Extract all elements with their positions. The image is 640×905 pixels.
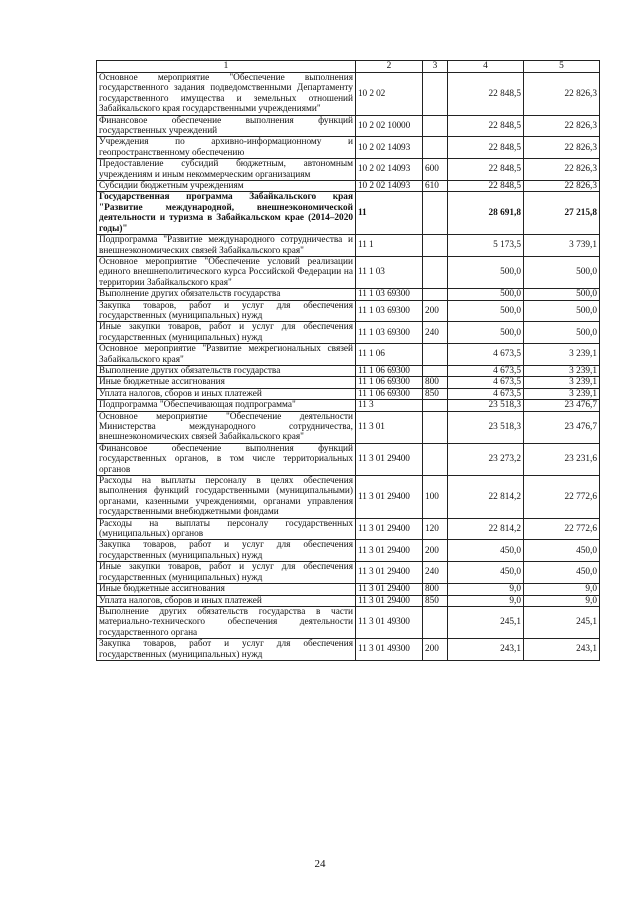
row-name-cell: Иные закупки товаров, работ и услуг для обеспечения государственных (муниципальных) нужд: [97, 322, 356, 344]
row-name-cell: Финансовое обеспечение выполнения функций государственных учреждений: [97, 115, 356, 137]
row-name-cell: Иные бюджетные ассигнования: [97, 584, 356, 595]
row-amount-2-cell: 22 826,3: [524, 73, 600, 116]
row-name-cell: Расходы на выплаты персоналу государственных (муниципальных) органов: [97, 518, 356, 540]
row-name-cell: Подпрограмма "Обеспечивающая подпрограмма": [97, 400, 356, 411]
row-name-cell: Закупка товаров, работ и услуг для обеспечения государственных (муниципальных) нужд: [97, 540, 356, 562]
row-amount-1-cell: 22 848,5: [448, 137, 524, 159]
row-amount-2-cell: 3 239,1: [524, 365, 600, 376]
row-amount-1-cell: 4 673,5: [448, 388, 524, 399]
table-row: [97, 192, 600, 235]
table-row: [97, 137, 600, 159]
row-amount-1-cell: 22 814,2: [448, 518, 524, 540]
page-number: 24: [314, 858, 326, 870]
row-name-cell: Учреждения по архивно-информационному и геопространственному обеспечению: [97, 137, 356, 159]
row-amount-2-cell: 22 826,3: [524, 137, 600, 159]
row-amount-1-cell: 500,0: [448, 256, 524, 288]
table-row: [97, 365, 600, 376]
row-amount-1-cell: 245,1: [448, 606, 524, 638]
row-amount-1-cell: 23 518,3: [448, 411, 524, 443]
row-name-cell: Выполнение других обязательств государства: [97, 289, 356, 300]
row-amount-1-cell: 23 273,2: [448, 443, 524, 475]
row-code-cell: 11 3: [356, 400, 423, 411]
table-row: [97, 289, 600, 300]
row-amount-2-cell: 450,0: [524, 540, 600, 562]
row-amount-2-cell: 500,0: [524, 289, 600, 300]
row-amount-1-cell: 23 518,3: [448, 400, 524, 411]
row-amount-2-cell: 27 215,8: [524, 192, 600, 235]
row-amount-2-cell: 23 476,7: [524, 400, 600, 411]
row-amount-2-cell: 243,1: [524, 639, 600, 661]
row-expense-type-cell: [423, 137, 448, 159]
row-expense-type-cell: [423, 400, 448, 411]
row-amount-2-cell: 500,0: [524, 322, 600, 344]
row-name-cell: Иные бюджетные ассигнования: [97, 377, 356, 388]
row-amount-1-cell: 22 848,5: [448, 159, 524, 181]
row-amount-1-cell: 450,0: [448, 540, 524, 562]
row-code-cell: 10 2 02: [356, 73, 423, 116]
row-code-cell: 10 2 02 14093: [356, 159, 423, 181]
table-row: [97, 476, 600, 519]
row-name-cell: Финансовое обеспечение выполнения функций государственных органов, в том числе территориальных органов: [97, 443, 356, 475]
row-expense-type-cell: 240: [423, 562, 448, 584]
row-name-cell: Подпрограмма "Развитие международного сотрудничества и внешнеэкономических связей Забайкальского края": [97, 235, 356, 257]
row-amount-1-cell: 4 673,5: [448, 377, 524, 388]
table-row: [97, 300, 600, 322]
row-amount-2-cell: 9,0: [524, 595, 600, 606]
table-row: [97, 73, 600, 116]
table-row: [97, 400, 600, 411]
row-amount-1-cell: 243,1: [448, 639, 524, 661]
row-name-cell: Государственная программа Забайкальского края "Развитие международной, внешнеэкономической деятельности и туризма в Забайкальском крае (2014–2020 годы)": [97, 192, 356, 235]
table-row: [97, 388, 600, 399]
row-code-cell: 11 3 01 29400: [356, 443, 423, 475]
row-code-cell: 11 3 01 29400: [356, 584, 423, 595]
row-expense-type-cell: 850: [423, 388, 448, 399]
row-amount-2-cell: 22 826,3: [524, 181, 600, 192]
row-code-cell: 11 3 01 49300: [356, 606, 423, 638]
row-code-cell: 11 1 03 69300: [356, 300, 423, 322]
row-amount-1-cell: 4 673,5: [448, 365, 524, 376]
row-code-cell: 10 2 02 14093: [356, 181, 423, 192]
row-expense-type-cell: 800: [423, 377, 448, 388]
row-amount-1-cell: 22 848,5: [448, 115, 524, 137]
budget-table: [96, 60, 600, 661]
row-code-cell: 11 3 01 29400: [356, 562, 423, 584]
row-code-cell: 11: [356, 192, 423, 235]
row-name-cell: Предоставление субсидий бюджетным, автономным учреждениям и иным некоммерческим организациям: [97, 159, 356, 181]
row-expense-type-cell: [423, 73, 448, 116]
row-expense-type-cell: [423, 289, 448, 300]
table-row: [97, 377, 600, 388]
row-expense-type-cell: [423, 606, 448, 638]
row-amount-1-cell: 5 173,5: [448, 235, 524, 257]
budget-table-body: [97, 61, 600, 661]
row-expense-type-cell: [423, 344, 448, 366]
row-amount-2-cell: 23 231,6: [524, 443, 600, 475]
row-amount-1-cell: 500,0: [448, 289, 524, 300]
row-name-cell: Закупка товаров, работ и услуг для обеспечения государственных (муниципальных) нужд: [97, 300, 356, 322]
row-name-cell: Выполнение других обязательств государства: [97, 365, 356, 376]
row-name-cell: Основное мероприятие "Обеспечение выполнения государственного задания подведомственными Департаменту государственного имущества и земельных отношений Забайкальского края государственными учреждениями": [97, 73, 356, 116]
row-expense-type-cell: 200: [423, 639, 448, 661]
row-amount-1-cell: 4 673,5: [448, 344, 524, 366]
row-amount-2-cell: 450,0: [524, 562, 600, 584]
table-row: [97, 181, 600, 192]
row-code-cell: 11 3 01 49300: [356, 639, 423, 661]
header-cell-3: 3: [423, 61, 448, 73]
table-row: [97, 115, 600, 137]
row-code-cell: 11 1 03: [356, 256, 423, 288]
row-amount-1-cell: 22 848,5: [448, 181, 524, 192]
row-code-cell: 11 1 06 69300: [356, 365, 423, 376]
table-row: [97, 562, 600, 584]
row-code-cell: 11 1: [356, 235, 423, 257]
row-expense-type-cell: 600: [423, 159, 448, 181]
table-row: [97, 256, 600, 288]
table-row: [97, 344, 600, 366]
table-row: [97, 235, 600, 257]
row-name-cell: Уплата налогов, сборов и иных платежей: [97, 388, 356, 399]
row-amount-2-cell: 245,1: [524, 606, 600, 638]
row-code-cell: 10 2 02 14093: [356, 137, 423, 159]
table-row: [97, 606, 600, 638]
row-code-cell: 11 1 03 69300: [356, 322, 423, 344]
row-expense-type-cell: 200: [423, 300, 448, 322]
row-name-cell: Иные закупки товаров, работ и услуг для обеспечения государственных (муниципальных) нужд: [97, 562, 356, 584]
table-row: [97, 584, 600, 595]
row-expense-type-cell: 100: [423, 476, 448, 519]
table-row: [97, 443, 600, 475]
row-amount-2-cell: 22 772,6: [524, 476, 600, 519]
row-code-cell: 11 3 01 29400: [356, 476, 423, 519]
row-amount-2-cell: 9,0: [524, 584, 600, 595]
row-amount-2-cell: 3 239,1: [524, 388, 600, 399]
row-amount-2-cell: 500,0: [524, 300, 600, 322]
row-name-cell: Закупка товаров, работ и услуг для обеспечения государственных (муниципальных) нужд: [97, 639, 356, 661]
row-amount-2-cell: 500,0: [524, 256, 600, 288]
row-amount-2-cell: 22 826,3: [524, 159, 600, 181]
row-expense-type-cell: [423, 256, 448, 288]
row-name-cell: Расходы на выплаты персоналу в целях обеспечения выполнения функций государственными (муниципальными) органами, казенными учреждениями, органами управления государственными внебюджетными фондами: [97, 476, 356, 519]
row-expense-type-cell: 240: [423, 322, 448, 344]
row-amount-1-cell: 22 848,5: [448, 73, 524, 116]
table-row: [97, 639, 600, 661]
row-expense-type-cell: [423, 443, 448, 475]
row-name-cell: Выполнение других обязательств государства в части материально-технического обеспечения деятельности государственного органа: [97, 606, 356, 638]
row-expense-type-cell: [423, 235, 448, 257]
table-row: [97, 540, 600, 562]
header-cell-1: 1: [97, 61, 356, 73]
row-amount-2-cell: 22 772,6: [524, 518, 600, 540]
row-expense-type-cell: 200: [423, 540, 448, 562]
table-row: [97, 159, 600, 181]
row-expense-type-cell: [423, 365, 448, 376]
row-amount-1-cell: 500,0: [448, 300, 524, 322]
row-expense-type-cell: 850: [423, 595, 448, 606]
row-amount-1-cell: 9,0: [448, 595, 524, 606]
row-code-cell: 11 3 01 29400: [356, 595, 423, 606]
row-code-cell: 11 1 06 69300: [356, 388, 423, 399]
row-expense-type-cell: 800: [423, 584, 448, 595]
row-expense-type-cell: 610: [423, 181, 448, 192]
row-code-cell: 11 3 01 29400: [356, 518, 423, 540]
table-row: [97, 518, 600, 540]
row-expense-type-cell: [423, 192, 448, 235]
row-code-cell: 11 3 01: [356, 411, 423, 443]
row-code-cell: 11 1 03 69300: [356, 289, 423, 300]
row-expense-type-cell: [423, 411, 448, 443]
row-amount-1-cell: 450,0: [448, 562, 524, 584]
row-amount-2-cell: 3 239,1: [524, 344, 600, 366]
row-amount-2-cell: 3 739,1: [524, 235, 600, 257]
table-row: [97, 595, 600, 606]
row-name-cell: Основное мероприятие "Обеспечение деятельности Министерства международного сотрудничества, внешнеэкономических связей Забайкальского края": [97, 411, 356, 443]
row-name-cell: Основное мероприятие "Развитие межрегиональных связей Забайкальского края": [97, 344, 356, 366]
row-code-cell: 11 1 06: [356, 344, 423, 366]
row-expense-type-cell: [423, 115, 448, 137]
table-row: [97, 411, 600, 443]
row-amount-1-cell: 9,0: [448, 584, 524, 595]
row-name-cell: Основное мероприятие "Обеспечение условий реализации единого внешнеполитического курса Российской Федерации на территории Забайкальского края": [97, 256, 356, 288]
row-amount-1-cell: 500,0: [448, 322, 524, 344]
table-row: [97, 322, 600, 344]
row-expense-type-cell: 120: [423, 518, 448, 540]
row-amount-2-cell: 23 476,7: [524, 411, 600, 443]
row-amount-2-cell: 22 826,3: [524, 115, 600, 137]
row-code-cell: 11 3 01 29400: [356, 540, 423, 562]
row-amount-1-cell: 28 691,8: [448, 192, 524, 235]
header-cell-5: 5: [524, 61, 600, 73]
row-name-cell: Субсидии бюджетным учреждениям: [97, 181, 356, 192]
row-code-cell: 11 1 06 69300: [356, 377, 423, 388]
row-amount-2-cell: 3 239,1: [524, 377, 600, 388]
row-name-cell: Уплата налогов, сборов и иных платежей: [97, 595, 356, 606]
row-code-cell: 10 2 02 10000: [356, 115, 423, 137]
header-cell-4: 4: [448, 61, 524, 73]
row-amount-1-cell: 22 814,2: [448, 476, 524, 519]
table-header-row: [97, 61, 600, 73]
header-cell-2: 2: [356, 61, 423, 73]
